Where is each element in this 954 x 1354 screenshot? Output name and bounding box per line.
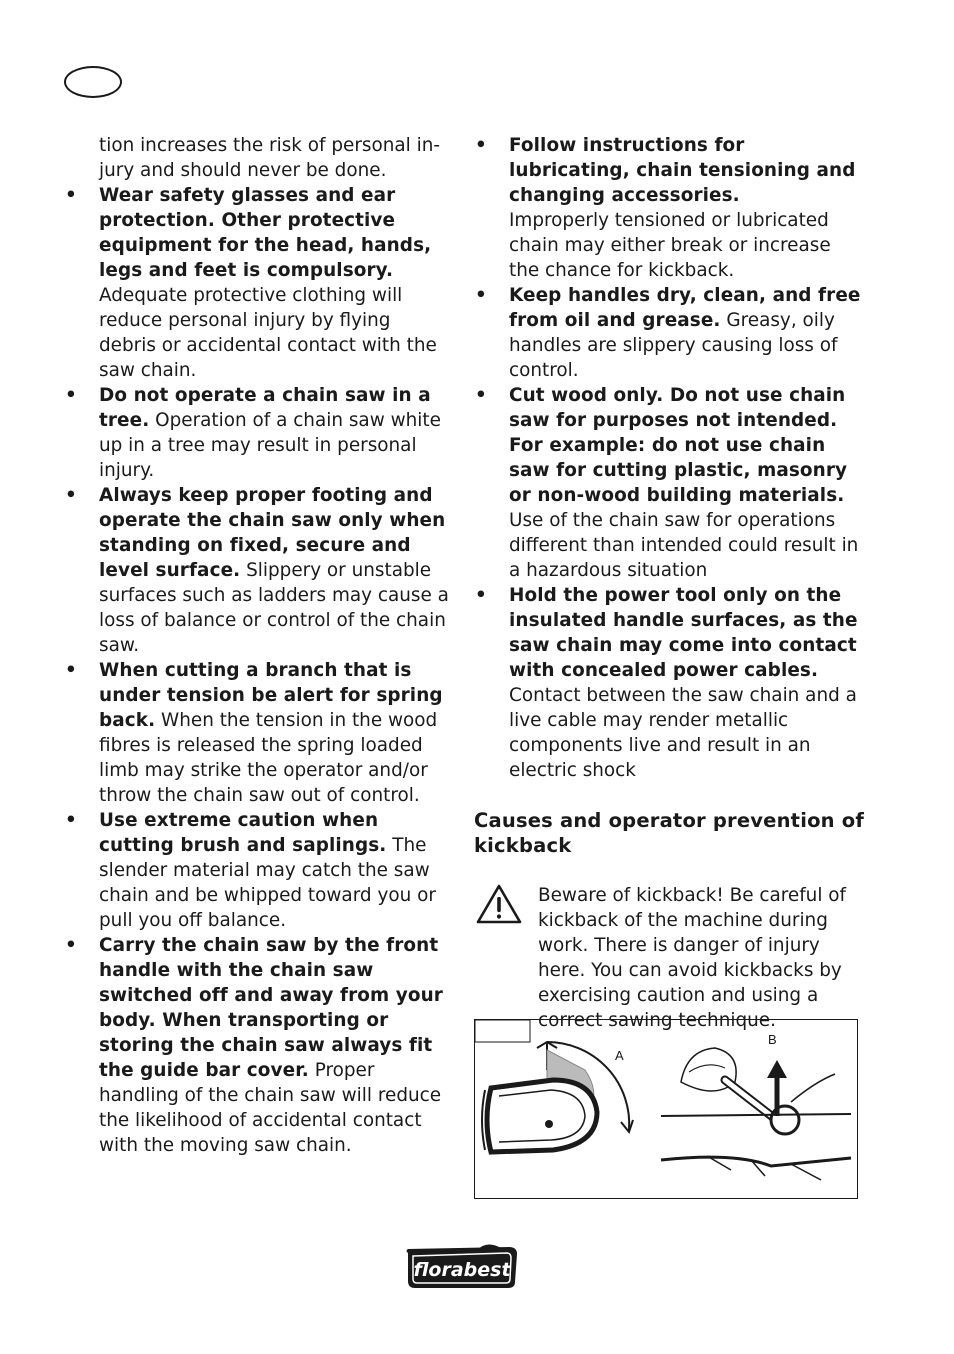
item-text: Operation of a chain saw white up in a tree may result in personal injury. bbox=[99, 410, 441, 481]
item-bold: Use extreme caution when cutting brush and saplings. bbox=[99, 810, 387, 856]
label-a: A bbox=[615, 1048, 624, 1063]
list-item bbox=[64, 933, 450, 1158]
bullet-icon: • bbox=[65, 660, 77, 681]
item-bold: Wear safety glasses and ear protection. Other protective equipment for the head, hands, legs and feet is compulsory. bbox=[99, 185, 432, 281]
item-text: Slippery or unstable surfaces such as ladders may cause a loss of balance or control of the chain saw. bbox=[99, 560, 449, 656]
continuation-text: tion increases the risk of personal in-jury and should never be done. bbox=[99, 135, 441, 181]
section-heading: Causes and operator prevention of kickback bbox=[474, 809, 865, 857]
item-bold: When cutting a branch that is under tension be alert for spring back. bbox=[99, 660, 443, 731]
item-bold: Do not operate a chain saw in a tree. bbox=[99, 385, 431, 431]
kickback-branch-drawing bbox=[661, 1032, 851, 1180]
right-column bbox=[474, 133, 866, 1033]
item-text: Improperly tensioned or lubricated chain may either break or increase the chance for kickback. bbox=[509, 210, 831, 281]
bullet-icon: • bbox=[475, 585, 487, 606]
bullet-icon: • bbox=[65, 935, 77, 956]
list-item bbox=[474, 583, 866, 783]
warning-text: Beware of kickback! Be careful of kickback of the machine during work. There is danger of injury here. You can avoid kickbacks by exercising caution and using a correct sawing technique. bbox=[538, 885, 847, 1031]
list-item bbox=[64, 183, 450, 383]
bullet-icon: • bbox=[475, 135, 487, 156]
item-text: When the tension in the wood fibres is released the spring loaded limb may strike the operator and/or throw the chain saw out of control. bbox=[99, 710, 438, 806]
list-item bbox=[64, 658, 450, 808]
bullet-icon: • bbox=[65, 185, 77, 206]
kickback-diagram bbox=[475, 1020, 857, 1198]
list-item bbox=[64, 483, 450, 658]
bullet-icon: • bbox=[475, 385, 487, 406]
label-b: B bbox=[768, 1032, 777, 1047]
warning-block bbox=[474, 883, 866, 1033]
item-bold: Cut wood only. Do not use chain saw for purposes not intended. For example: do not use chain saw for cutting plastic, masonry or non-wood building materials. bbox=[509, 385, 848, 506]
item-text: The slender material may catch the saw chain and be whipped toward you or pull you off balance. bbox=[99, 835, 436, 931]
florabest-logo bbox=[405, 1244, 519, 1290]
item-bold: Always keep proper footing and operate the chain saw only when standing on fixed, secure and level surface. bbox=[99, 485, 446, 581]
saw-bar-drawing bbox=[482, 1042, 633, 1152]
bullet-icon: • bbox=[65, 485, 77, 506]
language-badge bbox=[64, 66, 122, 98]
svg-text:florabest: florabest bbox=[413, 1259, 511, 1281]
kickback-illustration bbox=[474, 1019, 858, 1199]
item-bold: Hold the power tool only on the insulated handle surfaces, as the saw chain may come into contact with concealed power cables. bbox=[509, 585, 858, 681]
list-item bbox=[474, 383, 866, 583]
list-item bbox=[64, 808, 450, 933]
warning-triangle-icon bbox=[476, 883, 522, 925]
bullet-icon: • bbox=[65, 810, 77, 831]
item-text: Proper handling of the chain saw will reduce the likelihood of accidental contact with the moving saw chain. bbox=[99, 1060, 442, 1156]
item-bold: Keep handles dry, clean, and free from oil and grease. bbox=[509, 285, 861, 331]
item-text: Greasy, oily handles are slippery causing loss of control. bbox=[509, 310, 838, 381]
item-text: Use of the chain saw for operations different than intended could result in a hazardous situation bbox=[509, 510, 859, 581]
item-text: Contact between the saw chain and a live cable may render metallic components live and result in an electric shock bbox=[509, 685, 857, 781]
item-text: Adequate protective clothing will reduce personal injury by flying debris or accidental contact with the saw chain. bbox=[99, 285, 437, 381]
item-bold: Follow instructions for lubricating, chain tensioning and changing accessories. bbox=[509, 135, 856, 206]
list-item bbox=[474, 283, 866, 383]
list-item bbox=[474, 133, 866, 283]
diagram-tab bbox=[475, 1020, 530, 1042]
bullet-icon: • bbox=[65, 385, 77, 406]
item-bold: Carry the chain saw by the front handle with the chain saw switched off and away from your body. When transporting or storing the chain saw always fit the guide bar cover. bbox=[99, 935, 443, 1081]
bullet-icon: • bbox=[475, 285, 487, 306]
left-column bbox=[64, 133, 450, 1158]
list-item bbox=[64, 383, 450, 483]
